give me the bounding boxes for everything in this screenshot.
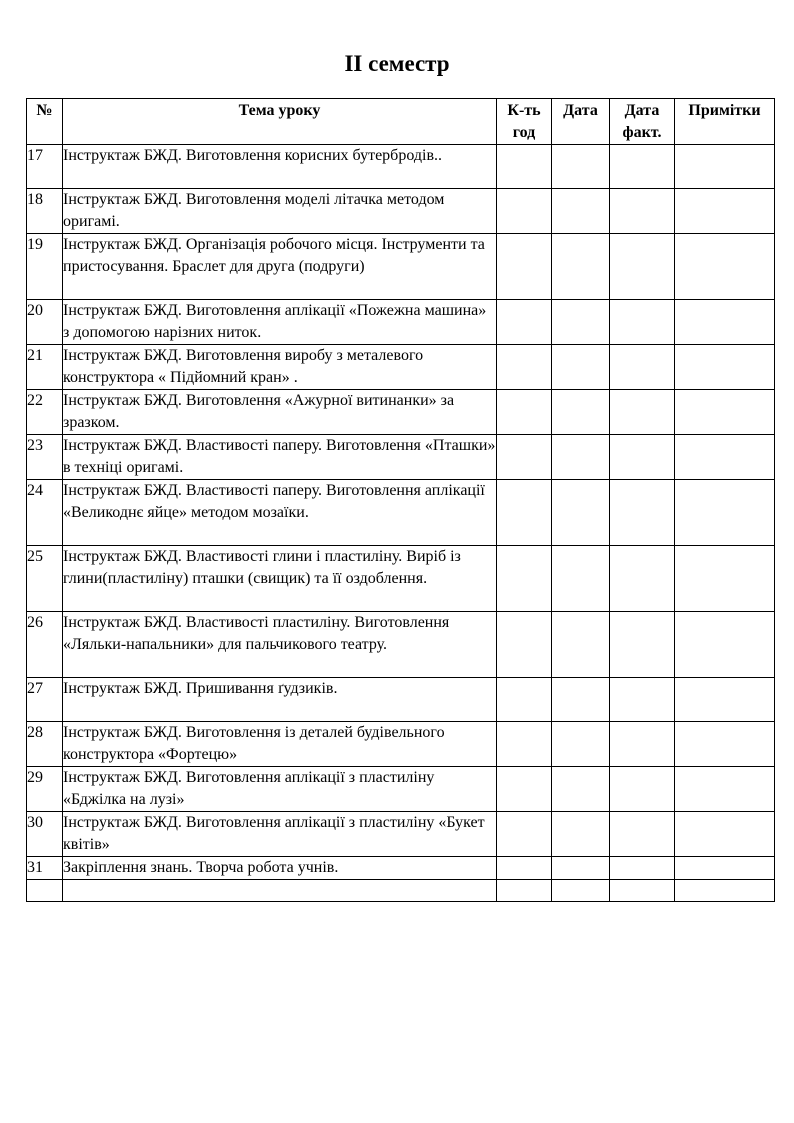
row-hours-cell [497,678,552,722]
header-notes: Примітки [675,99,775,145]
header-date-fact-line2: факт. [622,124,662,141]
row-date-cell [552,345,610,390]
table-row [27,722,775,767]
row-topic: Інструктаж БЖД. Організація робочого місця. Інструменти та пристосування. Браслет для друга (подруги) [63,234,497,300]
row-num: 20 [27,300,63,345]
row-num: 30 [27,812,63,857]
row-date-cell [552,480,610,546]
row-hours-cell [497,390,552,435]
row-topic: Інструктаж БЖД. Пришивання ґудзиків. [63,678,497,722]
header-hours-line1: К-ть [507,102,541,119]
row-date-cell [552,300,610,345]
row-topic: Інструктаж БЖД. Властивості глини і пластиліну. Виріб із глини(пластиліну) пташки (свищик) та її оздоблення. [63,546,497,612]
table-row [27,189,775,234]
row-topic: Інструктаж БЖД. Виготовлення аплікації з пластиліну «Букет квітів» [63,812,497,857]
row-topic: Інструктаж БЖД. Виготовлення аплікації «Пожежна машина» з допомогою нарізних ниток. [63,300,497,345]
row-date-cell [552,546,610,612]
row-date-cell [552,722,610,767]
row-date-cell [552,812,610,857]
row-num: 25 [27,546,63,612]
row-topic: Інструктаж БЖД. Властивості паперу. Виготовлення аплікації «Великоднє яйце» методом мозаїки. [63,480,497,546]
row-topic [63,880,497,902]
row-notes-cell [675,300,775,345]
row-num: 27 [27,678,63,722]
table-row [27,145,775,189]
row-hours-cell [497,300,552,345]
row-notes-cell [675,234,775,300]
table-header-row [27,99,775,145]
table-row [27,678,775,722]
row-date-fact-cell [610,480,675,546]
header-date-fact-line1: Дата [624,102,660,119]
row-date-fact-cell [610,880,675,902]
row-notes-cell [675,480,775,546]
row-date-fact-cell [610,145,675,189]
row-date-fact-cell [610,612,675,678]
row-hours-cell [497,722,552,767]
header-hours-line2: год [512,124,536,141]
row-num: 23 [27,435,63,480]
table-row [27,480,775,546]
row-date-fact-cell [610,435,675,480]
row-date-fact-cell [610,546,675,612]
row-date-cell [552,234,610,300]
row-notes-cell [675,546,775,612]
page-title: ІІ семестр [344,51,450,76]
row-num: 18 [27,189,63,234]
row-date-cell [552,189,610,234]
row-num: 21 [27,345,63,390]
row-topic: Інструктаж БЖД. Виготовлення «Ажурної витинанки» за зразком. [63,390,497,435]
row-notes-cell [675,612,775,678]
row-topic: Інструктаж БЖД. Виготовлення із деталей будівельного конструктора «Фортецю» [63,722,497,767]
row-date-cell [552,390,610,435]
row-notes-cell [675,722,775,767]
row-date-cell [552,435,610,480]
row-hours-cell [497,435,552,480]
table-row [27,234,775,300]
row-notes-cell [675,678,775,722]
table-row-empty [27,880,775,902]
row-date-cell [552,880,610,902]
table-row [27,857,775,880]
row-topic: Інструктаж БЖД. Виготовлення виробу з металевого конструктора « Підйомний кран» . [63,345,497,390]
row-date-cell [552,678,610,722]
row-num: 24 [27,480,63,546]
row-topic: Інструктаж БЖД. Властивості пластиліну. Виготовлення «Ляльки-напальники» для пальчикового театру. [63,612,497,678]
row-hours-cell [497,857,552,880]
row-topic: Інструктаж БЖД. Виготовлення аплікації з пластиліну «Бджілка на лузі» [63,767,497,812]
row-notes-cell [675,880,775,902]
header-date: Дата [552,99,610,145]
table-row [27,812,775,857]
header-num: № [27,99,63,145]
row-hours-cell [497,345,552,390]
table-row [27,435,775,480]
row-topic: Закріплення знань. Творча робота учнів. [63,857,497,880]
row-num: 26 [27,612,63,678]
lesson-plan-table [26,98,775,902]
row-hours-cell [497,546,552,612]
row-date-cell [552,767,610,812]
row-hours-cell [497,612,552,678]
row-topic: Інструктаж БЖД. Виготовлення корисних бутербродів.. [63,145,497,189]
table-row [27,390,775,435]
table-row [27,612,775,678]
row-date-fact-cell [610,678,675,722]
row-notes-cell [675,812,775,857]
table-row [27,300,775,345]
row-topic: Інструктаж БЖД. Виготовлення моделі літачка методом оригамі. [63,189,497,234]
row-num: 17 [27,145,63,189]
row-num: 22 [27,390,63,435]
row-date-fact-cell [610,390,675,435]
row-notes-cell [675,857,775,880]
row-date-fact-cell [610,812,675,857]
row-hours-cell [497,880,552,902]
row-num: 28 [27,722,63,767]
row-hours-cell [497,812,552,857]
row-date-fact-cell [610,345,675,390]
row-hours-cell [497,145,552,189]
table-row [27,767,775,812]
row-date-fact-cell [610,234,675,300]
row-notes-cell [675,767,775,812]
header-date-fact [610,99,675,145]
table-row [27,345,775,390]
row-date-fact-cell [610,189,675,234]
row-num: 31 [27,857,63,880]
row-date-cell [552,145,610,189]
row-notes-cell [675,189,775,234]
table-row [27,546,775,612]
row-topic: Інструктаж БЖД. Властивості паперу. Виготовлення «Пташки» в техніці оригамі. [63,435,497,480]
row-num [27,880,63,902]
row-num: 29 [27,767,63,812]
row-hours-cell [497,234,552,300]
row-date-fact-cell [610,857,675,880]
row-hours-cell [497,480,552,546]
row-notes-cell [675,435,775,480]
row-notes-cell [675,145,775,189]
row-date-cell [552,857,610,880]
header-hours [497,99,552,145]
row-hours-cell [497,189,552,234]
row-notes-cell [675,390,775,435]
header-topic: Тема уроку [63,99,497,145]
row-date-fact-cell [610,767,675,812]
row-num: 19 [27,234,63,300]
row-date-fact-cell [610,300,675,345]
row-notes-cell [675,345,775,390]
row-date-fact-cell [610,722,675,767]
row-hours-cell [497,767,552,812]
row-date-cell [552,612,610,678]
